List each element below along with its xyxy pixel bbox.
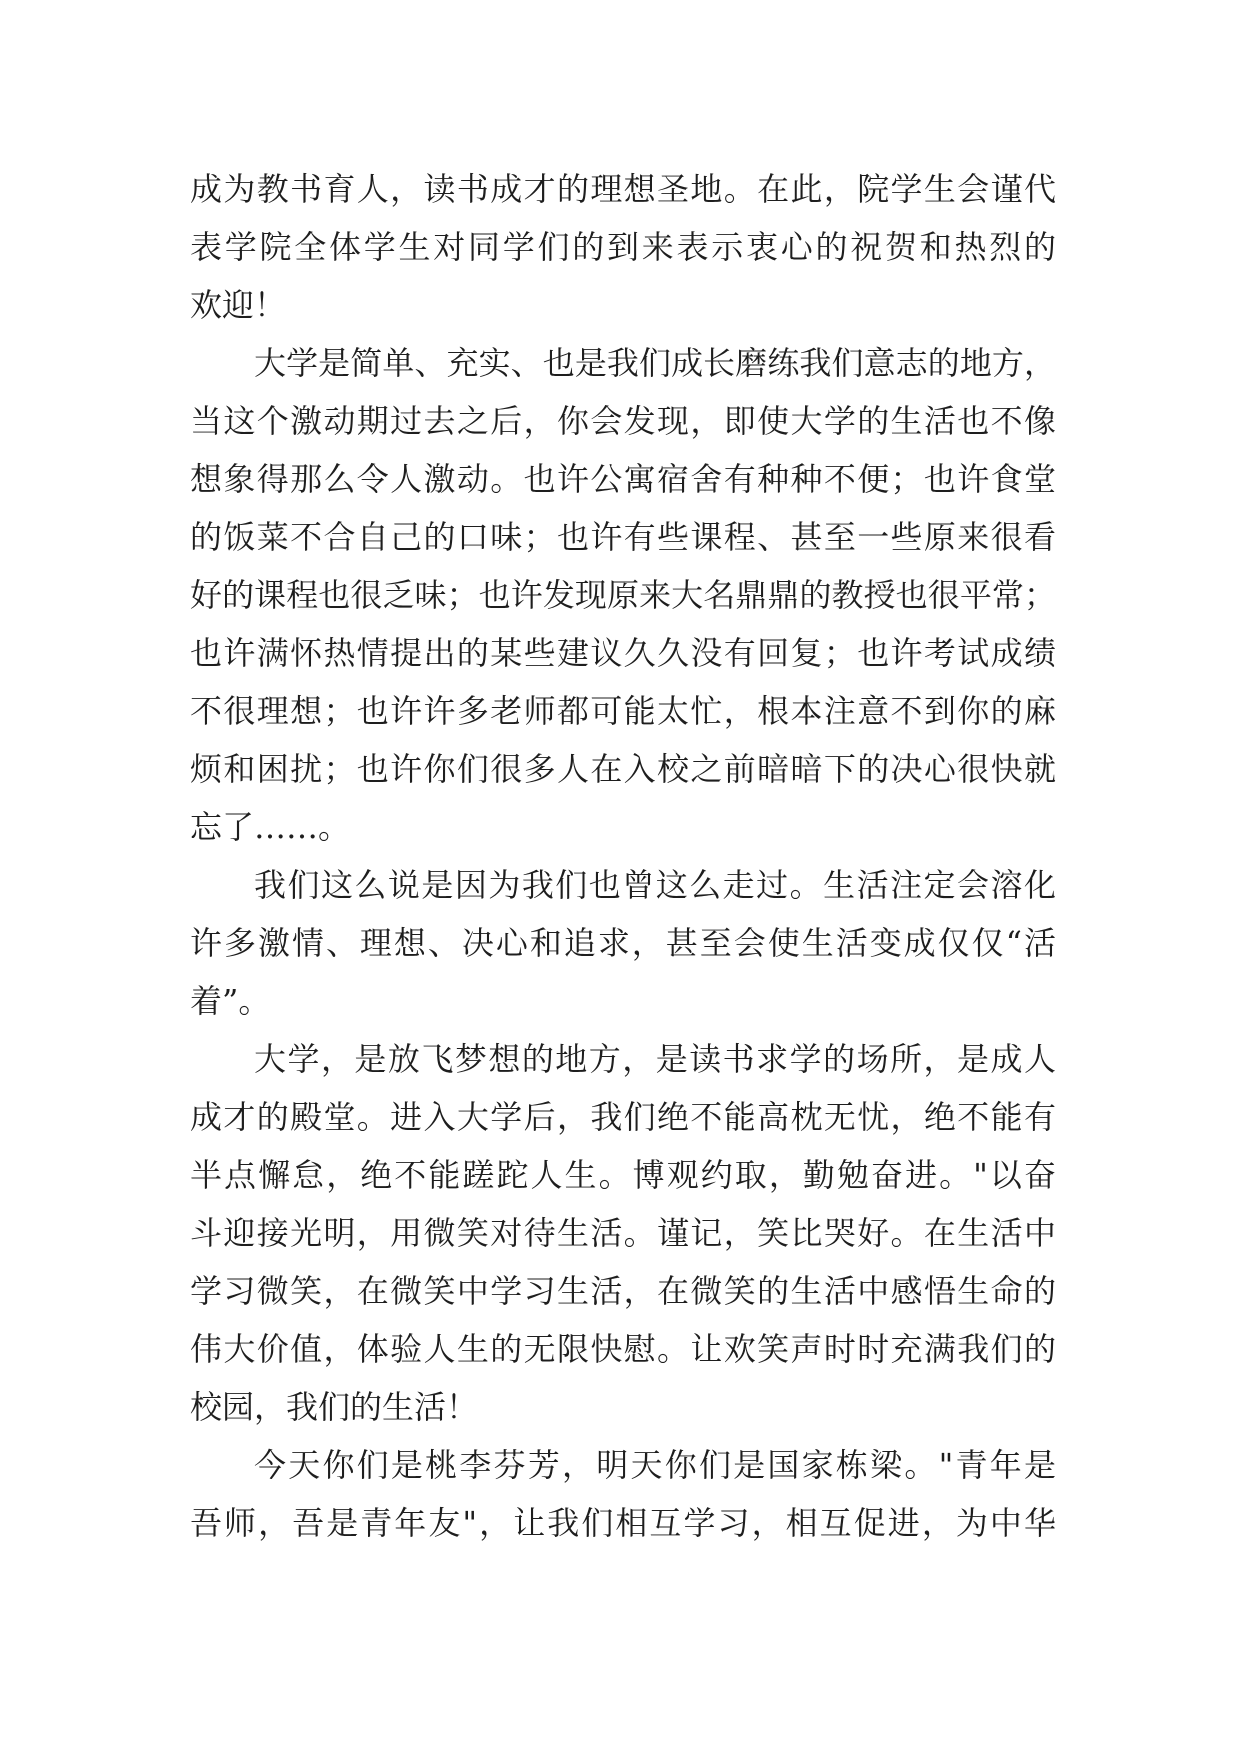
text-line: 成为教书育人，读书成才的理想圣地。在此，院学生会谨代 (190, 170, 1056, 208)
text-line: 大学，是放飞梦想的地方，是读书求学的场所，是成人 (254, 1040, 1056, 1078)
text-line: 当这个激动期过去之后，你会发现，即使大学的生活也不像 (190, 402, 1056, 440)
text-line: 今天你们是桃李芬芳，明天你们是国家栋梁。"青年是 (254, 1446, 1056, 1484)
text-line: 想象得那么令人激动。也许公寓宿舍有种种不便；也许食堂 (190, 460, 1056, 498)
text-line: 许多激情、理想、决心和追求，甚至会使生活变成仅仅“活 (190, 924, 1056, 962)
paragraph (190, 334, 1056, 856)
text-line: 成才的殿堂。进入大学后，我们绝不能高枕无忧，绝不能有 (190, 1098, 1056, 1136)
text-line: 着”。 (190, 982, 271, 1020)
text-line: 烦和困扰；也许你们很多人在入校之前暗暗下的决心很快就 (190, 750, 1056, 788)
paragraph (190, 1030, 1056, 1436)
paragraph (190, 856, 1056, 1030)
text-line: 表学院全体学生对同学们的到来表示衷心的祝贺和热烈的 (190, 228, 1056, 266)
paragraph (190, 1436, 1056, 1552)
text-line: 斗迎接光明，用微笑对待生活。谨记，笑比哭好。在生活中 (190, 1214, 1056, 1252)
text-line: 学习微笑，在微笑中学习生活，在微笑的生活中感悟生命的 (190, 1272, 1056, 1310)
text-line: 忘了……。 (190, 808, 351, 846)
text-line: 也许满怀热情提出的某些建议久久没有回复；也许考试成绩 (190, 634, 1056, 672)
text-line: 伟大价值，体验人生的无限快慰。让欢笑声时时充满我们的 (190, 1330, 1056, 1368)
text-line: 欢迎！ (190, 286, 287, 324)
text-line: 校园，我们的生活！ (190, 1388, 479, 1426)
text-line: 半点懈怠，绝不能蹉跎人生。博观约取，勤勉奋进。"以奋 (190, 1156, 1056, 1194)
text-line: 大学是简单、充实、也是我们成长磨练我们意志的地方， (254, 344, 1056, 382)
text-line: 我们这么说是因为我们也曾这么走过。生活注定会溶化 (254, 866, 1056, 904)
text-line: 吾师，吾是青年友"，让我们相互学习，相互促进，为中华 (190, 1504, 1056, 1542)
document-body (190, 160, 1056, 1552)
text-line: 的饭菜不合自己的口味；也许有些课程、甚至一些原来很看 (190, 518, 1056, 556)
text-line: 不很理想；也许许多老师都可能太忙，根本注意不到你的麻 (190, 692, 1056, 730)
text-line: 好的课程也很乏味；也许发现原来大名鼎鼎的教授也很平常； (190, 576, 1056, 614)
paragraph (190, 160, 1056, 334)
